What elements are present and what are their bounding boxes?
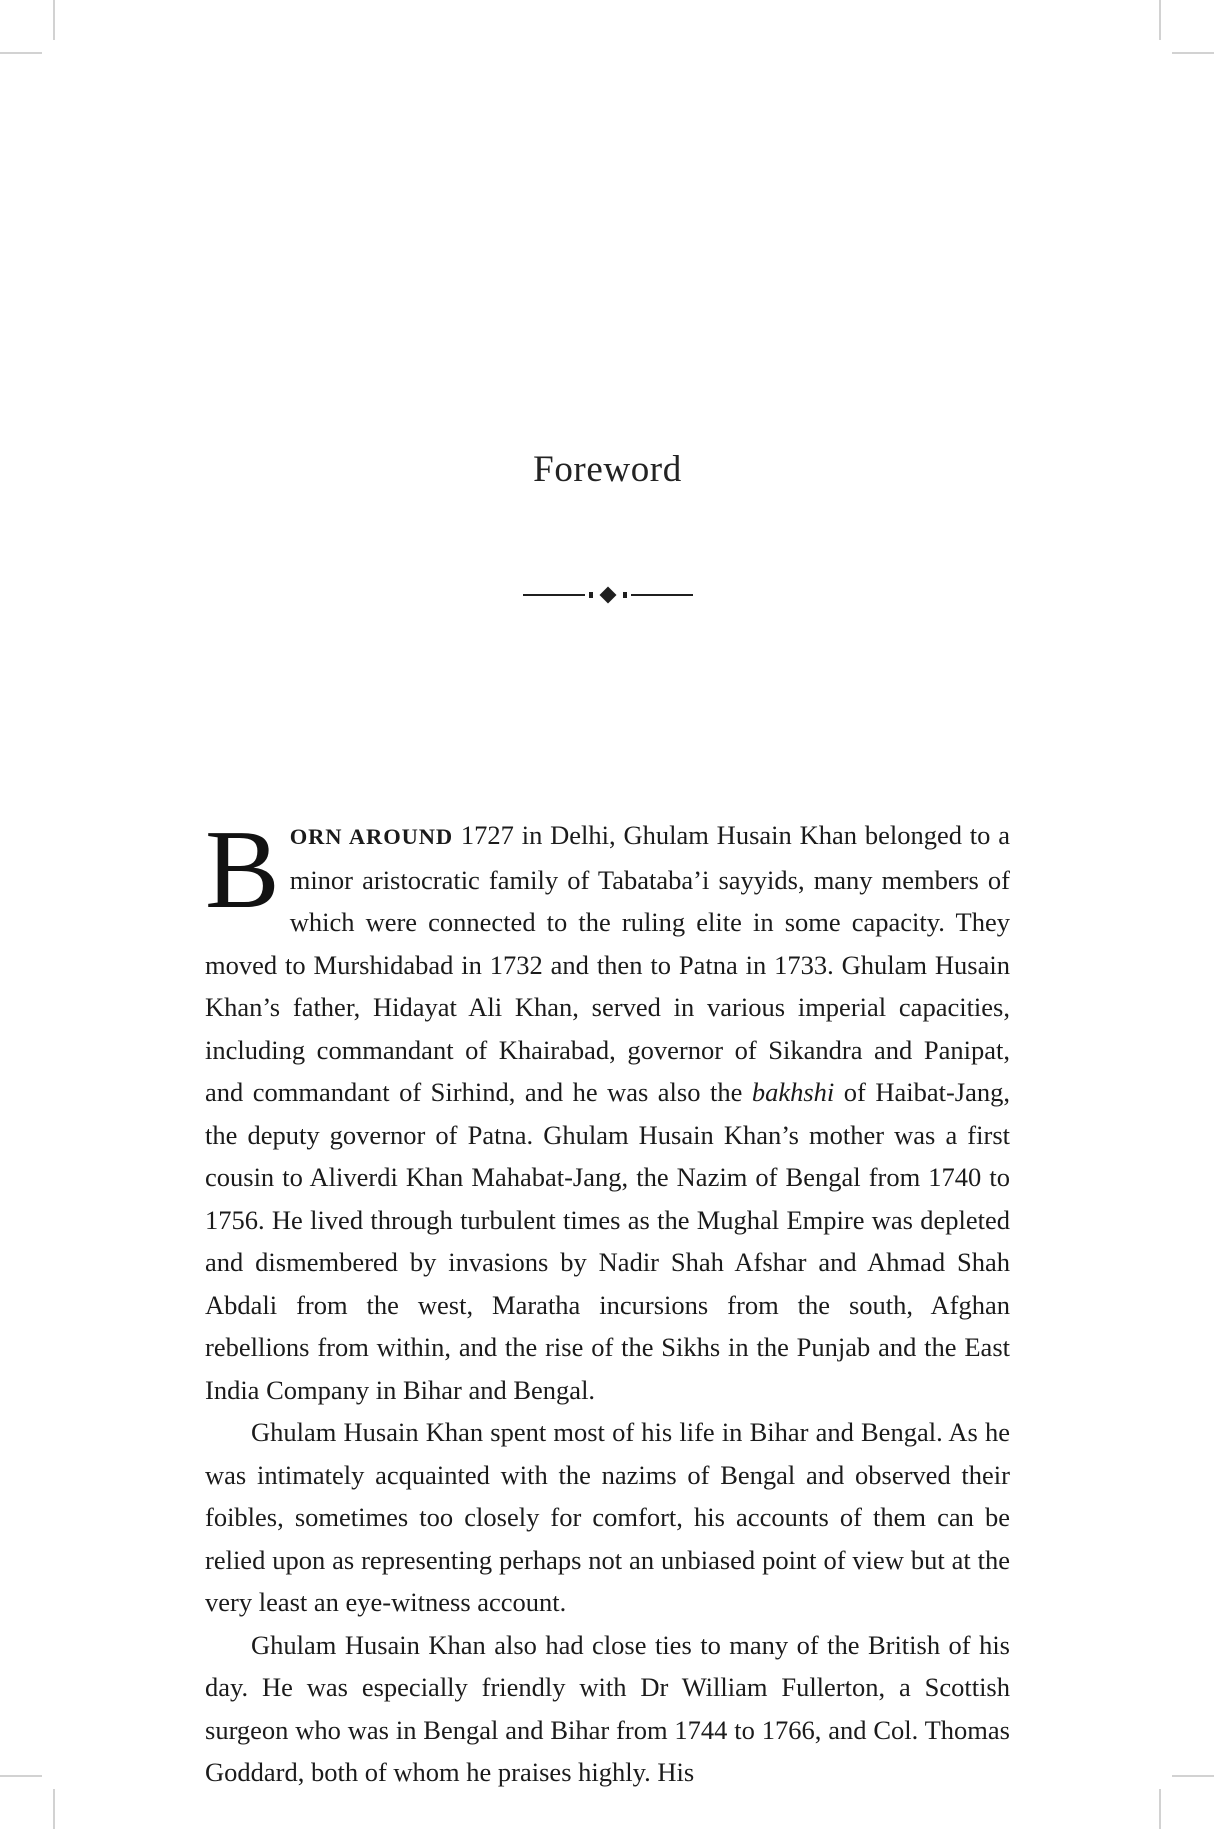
- paragraph-3: Ghulam Husain Khan also had close ties to many of the British of his day. He was especially friendly with Dr William Fullerton, a Scottish surgeon who was in Bengal and Bihar from 1744 to 1766, and Col. Thomas Goddard, both of whom he praises highly. His: [205, 1629, 1010, 1787]
- paragraph-2: Ghulam Husain Khan spent most of his life in Bihar and Bengal. As he was intimately acquainted with the nazims of Bengal and observed their foibles, sometimes too closely for comfort, his accounts of them can be relied upon as representing perhaps not an unbiased point of view but at the very least an eye-witness account.: [205, 1417, 1010, 1617]
- decorative-rule-ornament: [523, 586, 693, 604]
- page-content: [205, 0, 1010, 1794]
- crop-mark-top-right-horizontal: [1172, 52, 1214, 54]
- ornament-bar-right: [631, 594, 693, 596]
- small-caps-opening: ORN AROUND: [289, 824, 454, 849]
- ornament-bar-left: [523, 594, 585, 596]
- ornament-diamond: [599, 587, 616, 604]
- crop-mark-bottom-right-vertical: [1159, 1789, 1161, 1829]
- page-title: Foreword: [533, 449, 682, 490]
- italic-term-bakhshi: bakhshi: [751, 1077, 835, 1107]
- paragraph-1: [205, 808, 1010, 1411]
- crop-mark-bottom-left-vertical: [53, 1789, 55, 1829]
- paragraph-1-tail-text: of Haibat-Jang, the deputy governor of Patna. Ghulam Husain Khan’s mother was a first cousin to Aliverdi Khan Mahabat-Jang, the Nazim of Bengal from 1740 to 1756. He lived through turbulent times as the Mughal Empire was depleted and dismembered by invasions by Nadir Shah Afshar and Ahmad Shah Abdali from the west, Maratha incursions from the south, Afghan rebellions from within, and the rise of the Sikhs in the Punjab and the East India Company in Bihar and Bengal.: [205, 1077, 1010, 1405]
- ornament-tick-left: [589, 592, 593, 598]
- paragraph-1-lead-text: 1727 in Delhi, Ghulam Husain Khan belonged to a minor aristocratic family of Tabataba’i sayyids, many members of which were connected to the ruling elite in some capacity. They moved to Murshidabad in 1732 and then to Patna in 1733. Ghulam Husain Khan’s father, Hidayat Ali Khan, served in various imperial capacities, including commandant of Khairabad, governor of Sikandra and Panipat, and commandant of Sirhind, and he was also the: [205, 820, 1010, 1107]
- crop-mark-bottom-right-horizontal: [1172, 1775, 1214, 1777]
- crop-mark-bottom-left-horizontal: [0, 1775, 42, 1777]
- crop-mark-top-left-horizontal: [0, 52, 42, 54]
- crop-mark-top-left-vertical: [53, 0, 55, 40]
- crop-mark-top-right-vertical: [1159, 0, 1161, 40]
- drop-cap-letter: B: [205, 808, 280, 932]
- ornament-tick-right: [623, 592, 627, 598]
